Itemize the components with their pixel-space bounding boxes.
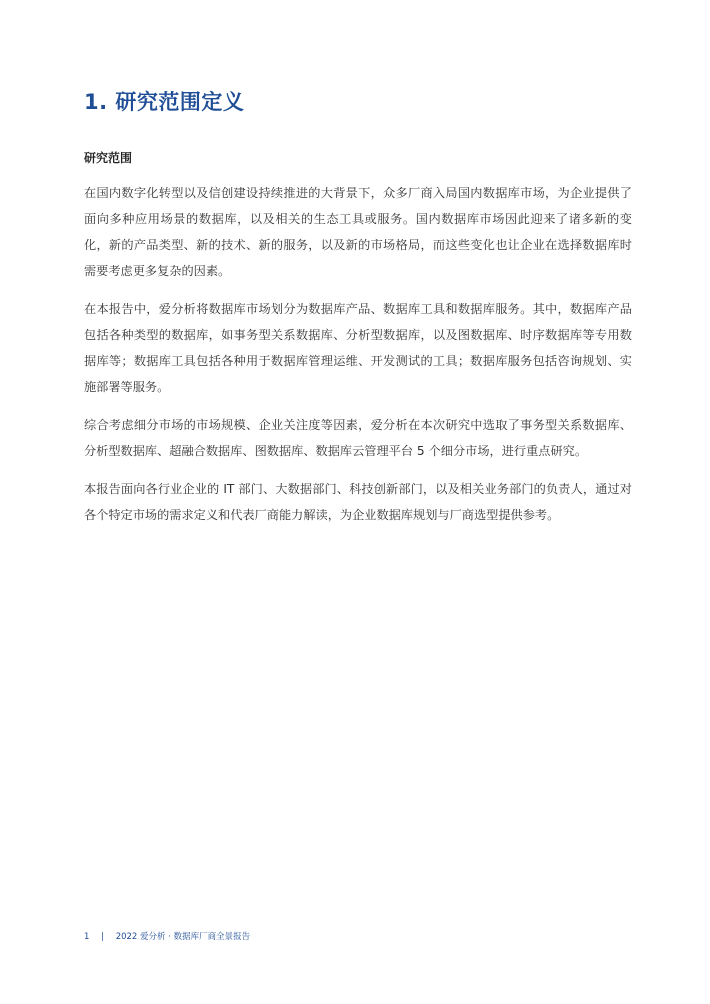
report-title: 2022 爱分析 · 数据库厂商全景报告	[115, 932, 251, 942]
paragraph-research-selection: 综合考虑细分市场的市场规模、企业关注度等因素，爱分析在本次研究中选取了事务型关系数据库、分析型数据库、超融合数据库、图数据库、数据库云管理平台 5 个细分市场，进行重点研究。	[84, 418, 632, 458]
section-heading: 研究范围	[84, 151, 133, 165]
paragraph-audience: 本报告面向各行业企业的 IT 部门、大数据部门、科技创新部门，以及相关业务部门的负责人，通过对各个特定市场的需求定义和代表厂商能力解读，为企业数据库规划与厂商选型提供参考。	[84, 482, 632, 522]
page-footer	[84, 930, 250, 942]
chapter-title: 1. 研究范围定义	[84, 90, 245, 114]
page-number: 1	[84, 932, 90, 942]
paragraph-market-division: 在本报告中，爱分析将数据库市场划分为数据库产品、数据库工具和数据库服务。其中，数据库产品包括各种类型的数据库，如事务型关系数据库、分析型数据库，以及图数据库、时序数据库等专用数据库等；数据库工具包括各种用于数据库管理运维、开发测试的工具；数据库服务包括咨询规划、实施部署等服务。	[84, 302, 632, 394]
paragraph-background: 在国内数字化转型以及信创建设持续推进的大背景下，众多厂商入局国内数据库市场，为企业提供了面向多种应用场景的数据库，以及相关的生态工具或服务。国内数据库市场因此迎来了诸多新的变化，新的产品类型、新的技术、新的服务，以及新的市场格局，而这些变化也让企业在选择数据库时需要考虑更多复杂的因素。	[84, 186, 632, 278]
footer-separator: |	[101, 932, 104, 942]
section-content	[84, 148, 632, 540]
